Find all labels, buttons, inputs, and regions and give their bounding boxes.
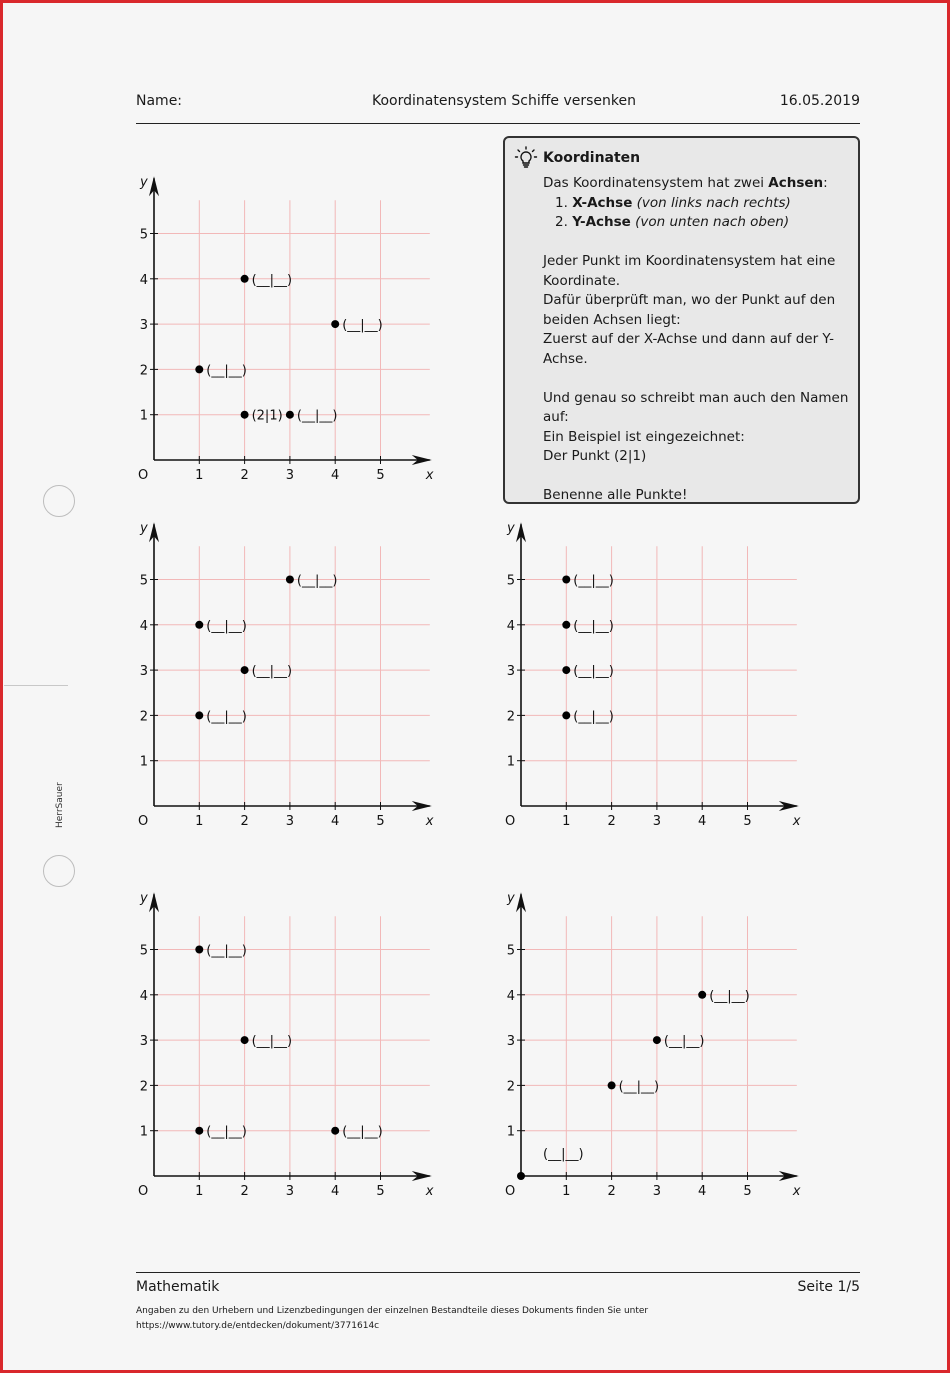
point-label: (__|__) [342, 1124, 383, 1140]
point-label: (__|__) [206, 363, 247, 379]
y-tick-label: 2 [506, 1079, 515, 1095]
y-tick-label: 1 [139, 1124, 148, 1140]
info-paragraph: Zuerst auf der X-Achse und dann auf der Y-Achse. [543, 331, 834, 367]
data-point [608, 1081, 616, 1089]
coordinate-chart-2 [120, 521, 434, 841]
y-tick-label: 3 [139, 1034, 148, 1050]
data-point [286, 411, 294, 419]
x-tick-label: 3 [285, 814, 295, 829]
page-header [136, 93, 860, 124]
x-axis-label: x [425, 814, 434, 829]
license-note [136, 1304, 736, 1334]
info-intro-bold: Achsen [768, 175, 824, 191]
license-text: Angaben zu den Urhebern und Lizenzbedingungen der einzelnen Bestandteile dieses Dokuments finden Sie unter [136, 1306, 649, 1316]
y-tick-label: 3 [139, 664, 148, 680]
page-footer [136, 1272, 860, 1331]
y-tick-label: 4 [506, 988, 515, 1004]
x-tick-label: 1 [562, 814, 571, 829]
coordinate-chart-1 [120, 175, 434, 495]
data-point [562, 576, 570, 584]
y-axis-label: y [507, 521, 515, 537]
data-point [195, 621, 203, 629]
chart-svg [120, 175, 434, 495]
y-axis-label: y [507, 891, 515, 907]
x-tick-label: 1 [195, 1184, 204, 1199]
x-tick-label: 3 [285, 468, 295, 483]
x-axis-label: x [425, 468, 434, 483]
data-point [195, 1127, 203, 1135]
origin-label: O [138, 814, 149, 829]
x-tick-label: 4 [331, 1184, 340, 1199]
data-point [331, 320, 339, 328]
y-tick-label: 5 [139, 227, 148, 243]
point-label: (__|__) [709, 988, 750, 1004]
x-tick-label: 2 [240, 468, 249, 483]
y-tick-label: 1 [139, 754, 148, 770]
data-point [241, 275, 249, 283]
data-point [562, 711, 570, 719]
x-axis-label: x [792, 814, 801, 829]
data-point [562, 666, 570, 674]
y-tick-label: 2 [139, 1079, 148, 1095]
data-point [195, 365, 203, 373]
y-tick-label: 5 [139, 943, 148, 959]
point-label: (__|__) [296, 573, 338, 589]
info-task: Benenne alle Punkte! [543, 487, 688, 503]
point-label: (__|__) [342, 318, 383, 334]
y-axis-term: Y-Achse [572, 214, 631, 230]
origin-label: O [505, 814, 516, 829]
data-point [241, 411, 249, 419]
y-axis-note: (von unten nach oben) [635, 214, 790, 230]
x-tick-label: 4 [698, 814, 707, 829]
worksheet-title: Koordinatensystem Schiffe versenken [372, 93, 636, 109]
point-label: (__|__) [543, 1147, 584, 1162]
x-tick-label: 2 [607, 1184, 616, 1199]
data-point [653, 1036, 661, 1044]
x-tick-label: 5 [743, 814, 752, 829]
point-label: (__|__) [206, 618, 247, 634]
chart-svg [487, 521, 801, 841]
y-tick-label: 1 [506, 1124, 515, 1140]
x-axis-label: x [425, 1184, 434, 1199]
x-tick-label: 3 [652, 814, 662, 829]
data-point [331, 1127, 339, 1135]
point-label: (__|__) [663, 1034, 705, 1050]
data-point [562, 621, 570, 629]
license-url: https://www.tutory.de/entdecken/dokument/3771614c [136, 1321, 380, 1331]
origin-label: O [138, 1184, 149, 1199]
y-tick-label: 4 [139, 988, 148, 1004]
x-axis-note: (von links nach rechts) [636, 194, 791, 211]
y-tick-label: 3 [139, 318, 148, 334]
chart-svg [120, 891, 434, 1211]
y-tick-label: 3 [506, 664, 515, 680]
fold-mark [4, 685, 68, 686]
chart-svg [120, 521, 434, 841]
x-tick-label: 5 [376, 468, 385, 483]
x-tick-label: 4 [331, 468, 340, 483]
data-point [286, 576, 294, 584]
y-axis-label: y [140, 175, 148, 191]
x-tick-label: 3 [285, 1184, 295, 1199]
info-body [543, 174, 855, 506]
y-axis-label: y [140, 521, 148, 537]
data-point [241, 666, 249, 674]
y-tick-label: 5 [139, 573, 148, 589]
x-axis-label: x [792, 1184, 801, 1199]
point-label: (__|__) [251, 1034, 293, 1050]
list-number: 2. [555, 214, 568, 230]
x-tick-label: 2 [240, 1184, 249, 1199]
y-tick-label: 2 [506, 709, 515, 725]
data-point [195, 946, 203, 954]
coordinate-chart-4 [120, 891, 434, 1211]
point-label: (__|__) [573, 573, 614, 589]
punch-hole [43, 485, 75, 517]
point-label: (__|__) [296, 408, 338, 424]
point-label: (__|__) [573, 664, 614, 680]
y-tick-label: 2 [139, 709, 148, 725]
info-example: Der Punkt (2|1) [543, 448, 647, 464]
origin-label: O [138, 468, 149, 483]
point-label: (2|1) [251, 408, 283, 424]
y-tick-label: 2 [139, 363, 148, 379]
x-axis-term: X-Achse [572, 194, 633, 211]
x-tick-label: 1 [195, 468, 204, 483]
point-label: (__|__) [206, 1124, 247, 1140]
x-tick-label: 3 [652, 1184, 662, 1199]
y-tick-label: 5 [506, 573, 515, 589]
y-tick-label: 1 [506, 754, 515, 770]
name-label: Name: [136, 93, 183, 109]
x-tick-label: 1 [562, 1184, 571, 1199]
info-paragraph: Ein Beispiel ist eingezeichnet: [543, 428, 745, 445]
author-label: HerrSauer [55, 782, 65, 828]
subject-label: Mathematik [136, 1279, 220, 1295]
point-label: (__|__) [618, 1079, 660, 1095]
page-number: Seite 1/5 [797, 1279, 860, 1295]
point-label: (__|__) [573, 618, 614, 634]
y-tick-label: 1 [139, 408, 148, 424]
worksheet-date: 16.05.2019 [779, 93, 860, 109]
x-tick-label: 5 [743, 1184, 752, 1199]
y-tick-label: 3 [506, 1034, 515, 1050]
data-point [241, 1036, 249, 1044]
point-label: (__|__) [251, 272, 293, 288]
info-intro: Das Koordinatensystem hat zwei [543, 175, 769, 191]
y-axis-label: y [140, 891, 148, 907]
point-label: (__|__) [206, 709, 247, 725]
y-tick-label: 4 [506, 618, 515, 634]
point-label: (__|__) [206, 943, 247, 959]
punch-hole [43, 855, 75, 887]
x-tick-label: 2 [240, 814, 249, 829]
origin-label: O [505, 1184, 516, 1199]
x-tick-label: 5 [376, 814, 385, 829]
y-tick-label: 5 [506, 943, 515, 959]
y-tick-label: 4 [139, 272, 148, 288]
info-intro-colon: : [823, 175, 828, 191]
coordinate-chart-3 [487, 521, 801, 841]
data-point [698, 991, 706, 999]
lightbulb-icon [514, 146, 538, 170]
x-tick-label: 2 [607, 814, 616, 829]
info-title: Koordinaten [543, 150, 641, 166]
info-paragraph: Jeder Punkt im Koordinatensystem hat eine Koordinate. [543, 253, 836, 289]
list-number: 1. [555, 194, 568, 211]
x-tick-label: 5 [376, 1184, 385, 1199]
point-label: (__|__) [573, 709, 614, 725]
x-tick-label: 4 [331, 814, 340, 829]
x-tick-label: 4 [698, 1184, 707, 1199]
info-paragraph: Dafür überprüft man, wo der Punkt auf den beiden Achsen liegt: [543, 292, 836, 328]
x-tick-label: 1 [195, 814, 204, 829]
chart-svg [487, 891, 801, 1211]
data-point [517, 1172, 525, 1180]
point-label: (__|__) [251, 664, 293, 680]
y-tick-label: 4 [139, 618, 148, 634]
data-point [195, 711, 203, 719]
info-paragraph: Und genau so schreibt man auch den Namen auf: [543, 389, 849, 425]
info-box [503, 136, 860, 504]
coordinate-chart-5 [487, 891, 801, 1211]
